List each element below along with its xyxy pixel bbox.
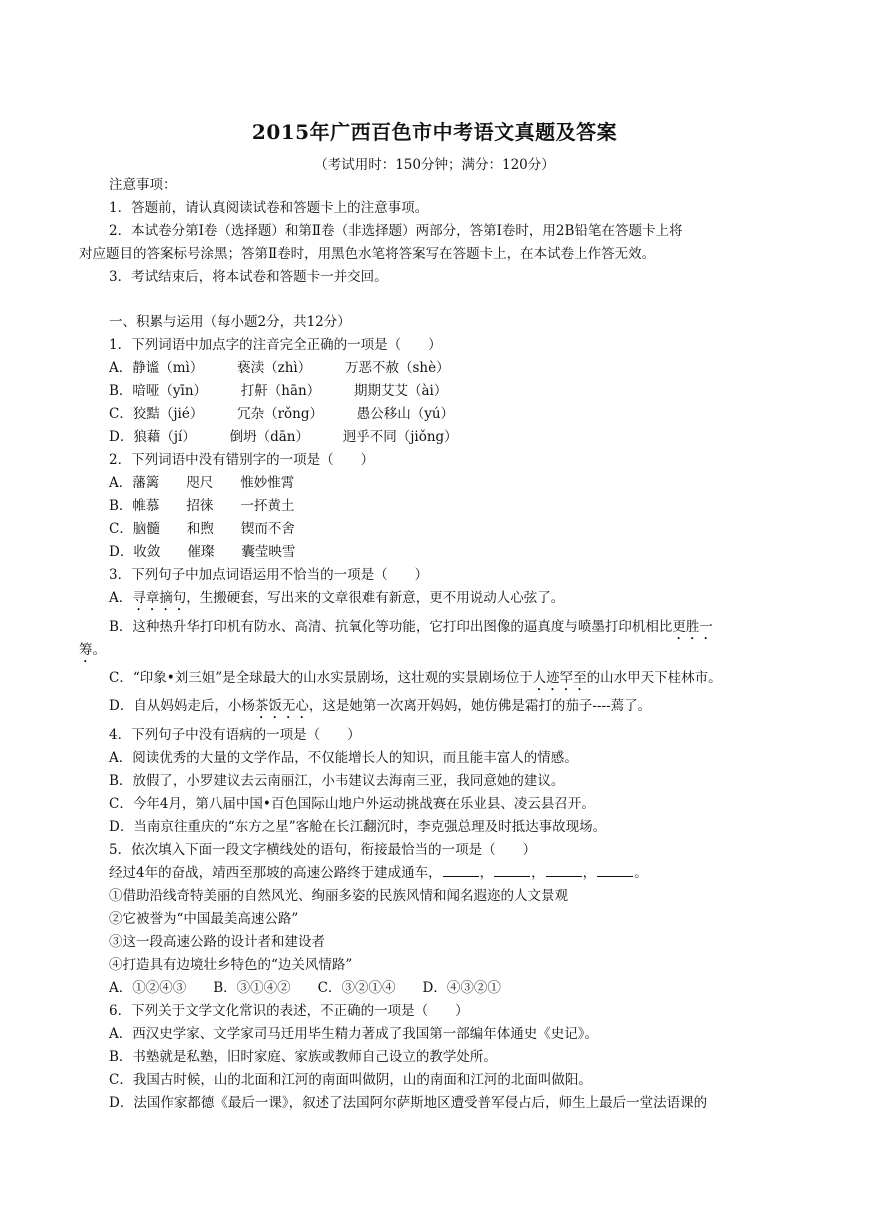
- q3-d-suffix: ，这是她第一次离开妈妈，她仿佛是霜打的茄子----蔫了。: [308, 698, 652, 714]
- q1-option-c: C．狡黠（jié） 冗杂（rǒng） 愚公移山（yú）: [109, 406, 455, 422]
- q3-c-prefix: C．“印象•刘三姐”是全球最大的山水实景剧场，这壮观的实景剧场位于: [109, 670, 533, 686]
- q4-option-b: B．放假了，小罗建议去云南丽江，小韦建议去海南三亚，我同意她的建议。: [109, 773, 565, 789]
- q4-option-c: C．今年4月，第八届中国•百色国际山地户外运动挑战赛在乐业县、凌云县召开。: [109, 796, 595, 812]
- q3-option-d: [109, 697, 651, 722]
- q2-option-b: B．帷慕 招徕 一抔黄土: [109, 498, 295, 514]
- q3-b-dotted-2: 筹: [79, 642, 93, 658]
- q5-passage: 经过4年的奋战，靖西至那坡的高速公路终于建成通车， ， ， ， 。: [109, 865, 648, 881]
- q2-option-a: A．藩篱 咫尺 惟妙惟霄: [109, 475, 295, 491]
- exam-info: （考试用时：150分钟；满分：120分）: [314, 157, 555, 173]
- answer-blank: [546, 864, 582, 877]
- q6-stem: 6．下列关于文学文化常识的表述，不正确的一项是（ ）: [109, 1003, 469, 1019]
- q3-a-prefix: A．: [109, 590, 133, 606]
- q4-stem: 4．下列句子中没有语病的一项是（ ）: [109, 727, 361, 743]
- q3-option-a: [109, 589, 564, 614]
- q1-option-d: D．狼藉（jí） 倒坍（dān） 迥乎不同（jiǒng）: [109, 429, 458, 445]
- q3-a-suffix: ，生搬硬套，写出来的文章很难有新意，更不用说动人心弦了。: [186, 590, 565, 606]
- q3-d-dotted: 茶饭无心: [254, 698, 309, 714]
- q6-option-b: B．书塾就是私塾，旧时家庭、家族或教师自己设立的教学处所。: [109, 1049, 497, 1065]
- q3-stem: 3．下列句子中加点词语运用不恰当的一项是（ ）: [109, 567, 429, 583]
- q6-option-a: A．西汉史学家、文学家司马迁用毕生精力著成了我国第一部编年体通史《史记》。: [109, 1026, 598, 1042]
- q5-sentence-1: ①借助沿线奇特美丽的自然风光、绚丽多姿的民族风情和闻名遐迩的人文景观: [109, 888, 568, 904]
- answer-blank: [494, 864, 530, 877]
- q5-stem: 5．依次填入下面一段文字横线处的语句，衔接最恰当的一项是（ ）: [109, 842, 537, 858]
- q5-sentence-2: ②它被誉为“中国最美高速公路”: [109, 911, 299, 927]
- q2-stem: 2．下列词语中没有错别字的一项是（ ）: [109, 452, 375, 468]
- q1-stem: 1．下列词语中加点字的注音完全正确的一项是（ ）: [109, 337, 442, 353]
- notice-item-3: 3．考试结束后，将本试卷和答题卡一并交回。: [109, 269, 388, 285]
- q6-option-c: C．我国古时候，山的北面和江河的南面叫做阴，山的南面和江河的北面叫做阳。: [109, 1072, 592, 1088]
- q5-sentence-3: ③这一段高速公路的设计者和建设者: [109, 934, 325, 950]
- q3-b-prefix: B．这种热升华打印机有防水、高清、抗氧化等功能，它打印出图像的逼真度与喷墨打印机相比: [109, 619, 673, 635]
- q5-sentence-4: ④打造具有边境壮乡特色的“边关风情路”: [109, 957, 353, 973]
- notice-item-2-line2: 对应题目的答案标号涂黑；答第Ⅱ卷时，用黑色水笔将答案写在答题卡上，在本试卷上作答无效。: [79, 246, 656, 262]
- q3-b-dotted: 更胜一: [672, 619, 713, 635]
- answer-blank: [443, 864, 479, 877]
- q3-b-suffix: 。: [92, 642, 106, 658]
- q1-option-b: B．喑哑（yīn） 打鼾（hān） 期期艾艾（ài）: [109, 383, 448, 399]
- notice-heading: 注意事项：: [109, 177, 177, 193]
- notice-item-1: 1．答题前，请认真阅读试卷和答题卡上的注意事项。: [109, 200, 429, 216]
- q3-option-c: [109, 669, 722, 694]
- q2-option-d: D．收敛 催璨 囊莹映雪: [109, 544, 296, 560]
- q6-option-d: D．法国作家都德《最后一课》，叙述了法国阿尔萨斯地区遭受普军侵占后，师生上最后一堂法语课的: [109, 1095, 708, 1111]
- q3-a-dotted: 寻章摘句: [132, 590, 187, 606]
- q3-c-dotted: 人迹罕至: [532, 670, 587, 686]
- q3-option-b-line2: [79, 641, 106, 666]
- q5-passage-text: 经过4年的奋战，靖西至那坡的高速公路终于建成通车，: [109, 865, 442, 881]
- notice-item-2-line1: 2．本试卷分第Ⅰ卷（选择题）和第Ⅱ卷（非选择题）两部分，答第Ⅰ卷时，用2B铅笔在答题卡上将: [109, 223, 683, 239]
- q4-option-d: D．当南京往重庆的“东方之星”客舱在长江翻沉时，李克强总理及时抵达事故现场。: [109, 819, 607, 835]
- q3-d-prefix: D．自从妈妈走后，小杨: [109, 698, 255, 714]
- q5-options: A．①②④③ B．③①④② C．③②①④ D．④③②①: [109, 980, 501, 996]
- page-title: 2015年广西百色市中考语文真题及答案: [251, 120, 618, 144]
- q1-option-a: A．静谧（mì） 亵渎（zhì） 万恶不赦（shè）: [109, 360, 450, 376]
- q3-c-suffix: 的山水甲天下桂林市。: [586, 670, 722, 686]
- section-heading: 一、积累与运用（每小题2分，共12分）: [109, 314, 351, 330]
- q2-option-c: C．脑髓 和煦 锲而不舍: [109, 521, 295, 537]
- q4-option-a: A．阅读优秀的大量的文学作品，不仅能增长人的知识，而且能丰富人的情感。: [109, 750, 578, 766]
- answer-blank: [597, 864, 633, 877]
- q3-option-b-line1: [109, 618, 713, 643]
